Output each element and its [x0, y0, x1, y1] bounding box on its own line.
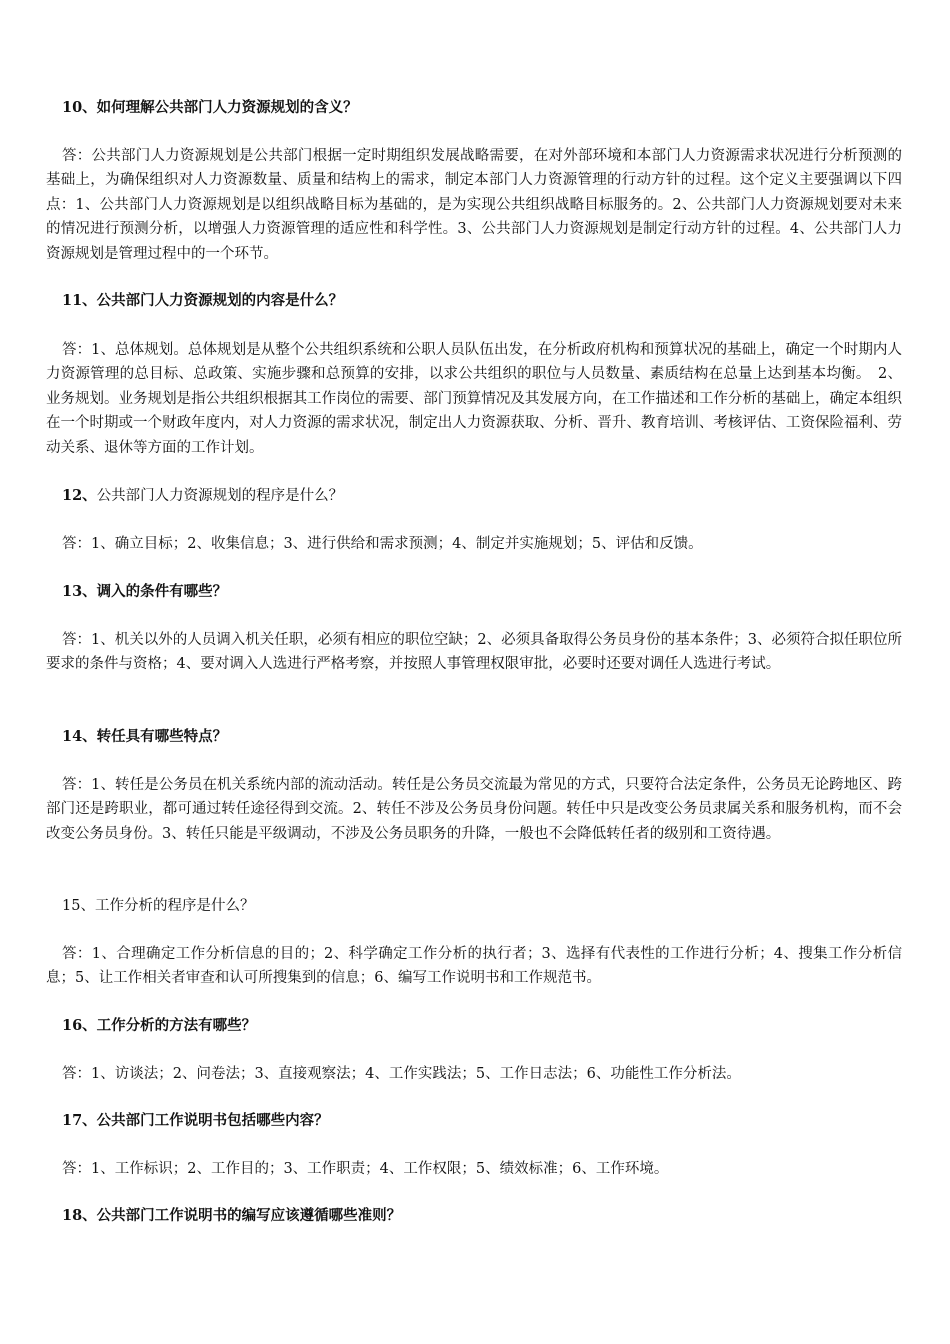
question-18-heading: 18、公共部门工作说明书的编写应该遵循哪些准则？ [62, 1207, 402, 1224]
answer-10-text: 答：公共部门人力资源规划是公共部门根据一定时期组织发展战略需要，在对外部环境和本部门人力资源需求状况进行分析预测的基础上，为确保组织对人力资源数量、质量和结构上的需求，制定本部门人力资源管理的行动方针的过程。这个定义主要强调以下四点：1、公共部门人力资源规划是以组织战略目标为基础的，是为实现公共组织战略目标服务的。2、公共部门人力资源规划要对未来的情况进行预测分析，以增强人力资源管理的适应性和科学性。3、公共部门人力资源规划是制定行动方针的过程。4、公共部门人力资源规划是管理过程中的一个环节。 [46, 148, 902, 262]
answer-13-text: 答：1、机关以外的人员调入机关任职，必须有相应的职位空缺；2、必须具备取得公务员身份的基本条件；3、必须符合拟任职位所要求的条件与资格；4、要对调入人选进行严格考察，并按照人事管理权限审批，必要时还要对调任人选进行考试。 [46, 632, 902, 673]
answer-16-text: 答：1、访谈法；2、问卷法；3、直接观察法；4、工作实践法；5、工作日志法；6、功能性工作分析法。 [62, 1066, 741, 1082]
question-14-heading: 14、转任具有哪些特点？ [62, 728, 228, 745]
answer-14-text: 答：1、转任是公务员在机关系统内部的流动活动。转任是公务员交流最为常见的方式，只要符合法定条件，公务员无论跨地区、跨部门还是跨职业，都可通过转任途径得到交流。2、转任不涉及公务员身份问题。转任中只是改变公务员隶属关系和服务机构，而不会改变公务员身份。3、转任只能是平级调动，不涉及公务员职务的升降，一般也不会降低转任者的级别和工资待遇。 [46, 777, 902, 842]
question-10-heading: 10、如何理解公共部门人力资源规划的含义？ [62, 99, 358, 116]
question-17-heading: 17、公共部门工作说明书包括哪些内容？ [62, 1112, 329, 1129]
answer-11-text: 答：1、总体规划。总体规划是从整个公共组织系统和公职人员队伍出发，在分析政府机构和预算状况的基础上，确定一个时期内人力资源管理的总目标、总政策、实施步骤和总预算的安排，以求公共组织的职位与人员数量、素质结构在总量上达到基本均衡。 2、业务规划。业务规划是指公共组织根据其工作岗位的需要、部门预算情况及其发展方向，在工作描述和工作分析的基础上，确定本组织在一个时期或一个财政年度内，对人力资源的需求状况，制定出人力资源获取、分析、晋升、教育培训、考核评估、工资保险福利、劳动关系、退休等方面的工作计划。 [46, 342, 902, 456]
question-12-text: 公共部门人力资源规划的程序是什么？ [96, 488, 344, 504]
question-11-heading: 11、公共部门人力资源规划的内容是什么？ [62, 292, 344, 309]
question-12-heading: 12、公共部门人力资源规划的程序是什么？ [62, 487, 344, 504]
answer-12-text: 答：1、确立目标；2、收集信息；3、进行供给和需求预测；4、制定并实施规划；5、评估和反馈。 [62, 536, 703, 552]
answer-17-text: 答：1、工作标识；2、工作目的；3、工作职责；4、工作权限；5、绩效标准；6、工作环境。 [62, 1161, 669, 1177]
answer-15-text: 答：1、合理确定工作分析信息的目的；2、科学确定工作分析的执行者；3、选择有代表性的工作进行分析；4、搜集工作分析信息；5、让工作相关者审查和认可所搜集到的信息；6、编写工作说明书和工作规范书。 [46, 946, 902, 987]
question-15-heading: 15、工作分析的程序是什么？ [62, 898, 255, 914]
question-16-heading: 16、工作分析的方法有哪些？ [62, 1017, 257, 1034]
question-13-heading: 13、调入的条件有哪些？ [62, 583, 228, 600]
